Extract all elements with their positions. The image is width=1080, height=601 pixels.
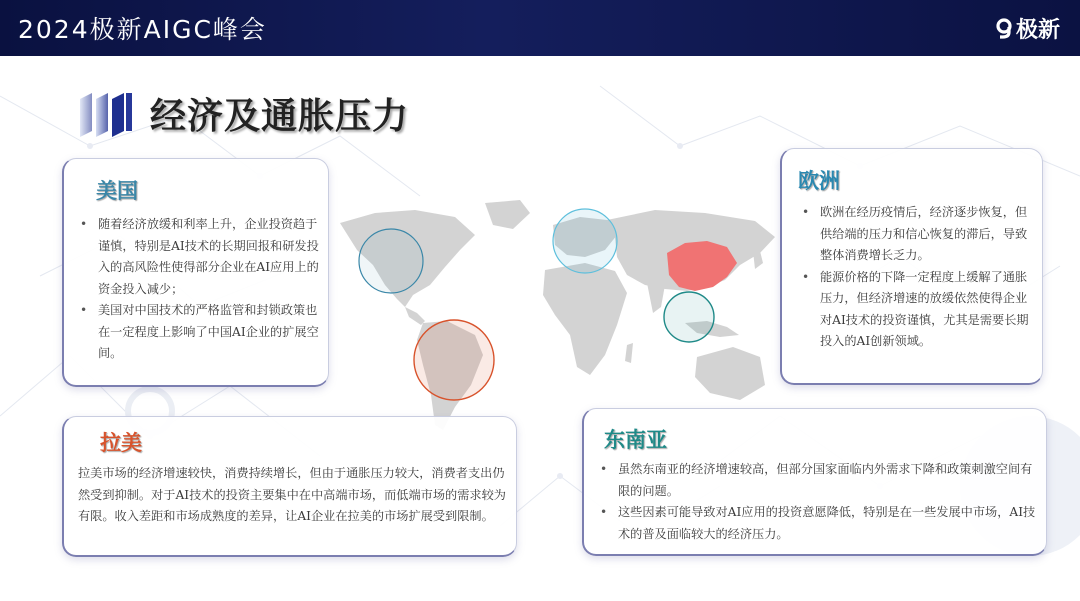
- bullet-list-us: [72, 214, 322, 365]
- card-text-latam: 拉美市场的经济增速较快，消费持续增长，但由于通胀压力较大，消费者支出仍然受到抑制。对于AI技术的投资主要集中在中高端市场，而低端市场的需求较为有限。收入差距和市场成熟度的差异，让AI企业在拉美的市场扩展受到限制。: [78, 466, 506, 523]
- logo-icon: [995, 18, 1013, 40]
- card-us: [62, 158, 329, 387]
- logo-text: 极新: [1015, 18, 1060, 43]
- china-highlight: [667, 241, 737, 291]
- region-circle-latam: [414, 320, 494, 400]
- card-title-latam: 拉美: [100, 431, 142, 455]
- list-item: • 这些因素可能导致对AI应用的投资意愿降低，特别是在一些发展中市场，AI技术的普及面临较大的经济压力。: [592, 502, 1040, 545]
- list-item: • 能源价格的下降一定程度上缓解了通胀压力，但经济增速的放缓依然使得企业对AI技术的投资谨慎，尤其是需要长期投入的AI创新领域。: [794, 267, 1034, 353]
- card-latam: [62, 416, 517, 557]
- event-title: 2024极新AIGC峰会: [18, 15, 267, 44]
- card-sea: [582, 408, 1047, 556]
- list-item: • 随着经济放缓和利率上升，企业投资趋于谨慎，特别是AI技术的长期回报和研发投入的高风险性使得部分企业在AI应用上的资金投入减少；: [72, 214, 322, 300]
- card-title-us: 美国: [96, 179, 138, 203]
- page-title: 经济及通胀压力: [150, 96, 410, 137]
- list-item: • 欧洲在经历疫情后，经济逐步恢复，但供给端的压力和信心恢复的滞后，导致整体消费增长乏力。: [794, 202, 1034, 267]
- list-item: • 虽然东南亚的经济增速较高，但部分国家面临内外需求下降和政策刺激空间有限的问题。: [592, 459, 1040, 502]
- header-bar: [0, 0, 1080, 56]
- bullet-list-europe: [794, 202, 1034, 353]
- card-title-europe: 欧洲: [798, 169, 840, 193]
- card-title-sea: 东南亚: [604, 428, 667, 452]
- region-circle-sea: [664, 292, 714, 342]
- region-circle-us: [359, 229, 423, 293]
- region-circle-europe: [553, 209, 617, 273]
- card-europe: [780, 148, 1043, 385]
- heading-bars-icon: [78, 91, 134, 137]
- list-item: • 美国对中国技术的严格监管和封锁政策也在一定程度上影响了中国AI企业的扩展空间。: [72, 300, 322, 365]
- brand-logo: [995, 13, 1060, 44]
- bullet-list-sea: [592, 459, 1040, 545]
- slide-heading: [78, 88, 409, 139]
